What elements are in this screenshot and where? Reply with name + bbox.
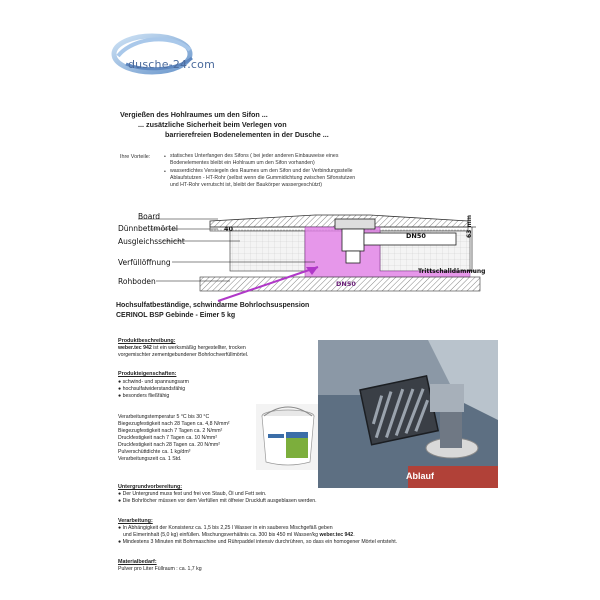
beschreibung-heading: Produktbeschreibung: <box>118 338 176 344</box>
label-dn50-bottom: DN50 <box>336 280 356 288</box>
label-40: 40 <box>224 225 234 233</box>
untergrund-text: Die Bohrlöcher müssen vor dem Verfüllen mit ölfreier Druckluft ausgeblasen werden. <box>122 498 317 504</box>
label-rohboden: Rohboden <box>118 277 156 286</box>
verarbeitung-text: und Eimerinhalt (5,0 kg) einfüllen. Mischungsverhältnis ca. 300 bis 450 ml Wasser/kg <box>123 532 320 538</box>
logo-swirl-icon <box>104 30 234 80</box>
vorteil-1-line-2: Bodenelementes bleibt ein Hohlraum um den Sifon vorhanden) <box>170 160 315 166</box>
tech-line-5: Druckfestigkeit nach 28 Tagen ca. 20 N/mm² <box>118 442 220 448</box>
label-duennbettmoertel: Dünnbettmörtel <box>118 224 178 233</box>
brand-text: weber.tec 942 <box>118 345 152 351</box>
tech-line-2: Biegezugfestigkeit nach 28 Tagen ca. 4,8 N/mm² <box>118 421 230 427</box>
drain-photo <box>318 340 498 488</box>
untergrund-item: ● Der Untergrund muss fest und frei von Staub, Öl und Fett sein. <box>118 491 267 497</box>
title-line-1: Vergießen des Hohlraumes um den Sifon ... <box>120 110 268 119</box>
title-line-3: barrierefreien Bodenelementen in der Dusche ... <box>165 130 329 139</box>
product-headline-1: Hochsulfatbeständige, schwindarme Bohrlochsuspension <box>116 302 310 309</box>
tech-line-4: Druckfestigkeit nach 7 Tagen ca. 10 N/mm² <box>118 435 218 441</box>
vorteil-2-line-1: wasserdichtes Versiegeln des Raumes um den Sifon und der Verbindungsstelle <box>170 168 353 174</box>
label-63mm: 63 mm <box>466 215 473 238</box>
vorteile-label: Ihre Vorteile: <box>120 154 151 160</box>
photo-caption: Ablauf <box>406 471 434 481</box>
brand-text: weber.tec 942 <box>319 532 354 538</box>
eigenschaft-item: ● hochsulfatwiderstandsfähig <box>118 386 186 392</box>
eigenschaften-heading: Produkteigenschaften: <box>118 371 177 377</box>
untergrund-heading: Untergrundvorbereitung: <box>118 484 183 490</box>
vorteil-2-line-2: Ablaufstutzen - HT-Rohr (selbst wenn die Gummidichtung zwischen Sifonstutzen <box>170 175 356 181</box>
label-ausgleichsschicht: Ausgleichsschicht <box>118 237 185 246</box>
tech-line-3: Biegezugfestigkeit nach 7 Tagen ca. 2 N/mm² <box>118 428 223 434</box>
verarbeitung-item-1-line-2 <box>123 532 355 539</box>
label-trittschall: Trittschalldämmung <box>418 268 486 275</box>
untergrund-item: ● Die Bohrlöcher müssen vor dem Verfüllen mit ölfreier Druckluft ausgeblasen werden. <box>118 498 317 504</box>
material-line: Pulver pro Liter Füllraum : ca. 1,7 kg <box>118 566 202 572</box>
tech-line-7: Verarbeitungszeit ca. 1 Std. <box>118 456 182 462</box>
bullet-icon: • <box>164 169 166 175</box>
untergrund-text: Der Untergrund muss fest und frei von Staub, Öl und Fett sein. <box>122 491 267 497</box>
logo-text[interactable]: dusche-24.com <box>128 58 216 71</box>
verarbeitung-heading: Verarbeitung: <box>118 518 153 524</box>
vorteil-1-line-1: statisches Unterfangen des Sifons ( bei jeder anderen Einbauweise eines <box>170 153 339 159</box>
title-line-2: ... zusätzliche Sicherheit beim Verlegen von <box>138 120 287 129</box>
verarbeitung-text: In Abhängigkeit der Konsistenz ca. 1,5 bis 2,25 l Wasser in ein sauberes Mischgefäß geben <box>122 525 333 531</box>
verarbeitung-item-1-line-1: ● In Abhängigkeit der Konsistenz ca. 1,5 bis 2,25 l Wasser in ein sauberes Mischgefäß geben <box>118 525 333 531</box>
label-board: Board <box>138 212 161 221</box>
tech-line-6: Pulverschüttdichte ca. 1 kg/dm³ <box>118 449 191 455</box>
eigenschaft-item: ● besonders fließfähig <box>118 393 170 399</box>
eigenschaft-text: besonders fließfähig <box>122 393 170 399</box>
verarbeitung-text: . <box>353 532 355 538</box>
beschreibung-line-2: vorgemischter zementgebundener Bohrlochverfüllmörtel. <box>118 352 249 358</box>
eigenschaft-text: schwind- und spannungsarm <box>122 379 189 385</box>
eigenschaft-item: ● schwind- und spannungsarm <box>118 379 189 385</box>
material-heading: Materialbedarf: <box>118 559 157 565</box>
beschreibung-rest: ist ein werksmäßig hergestellter, trocken <box>151 345 246 351</box>
eigenschaft-text: hochsulfatwiderstandsfähig <box>122 386 186 392</box>
label-dn50-top: DN50 <box>406 232 426 240</box>
product-headline-2: CERINOL BSP Gebinde - Eimer 5 kg <box>116 312 236 319</box>
beschreibung-line-1 <box>118 345 246 352</box>
vorteil-2-line-3: und HT-Rohr verrutscht ist, bleibt der Baukörper wassergeschützt) <box>170 182 322 188</box>
verarbeitung-item-2: ● Mindestens 3 Minuten mit Bohrmaschine und Rührpaddel intensiv durchrühren, so dass ein homogener Mörtel entsteht. <box>118 539 398 545</box>
bucket-image <box>256 404 320 470</box>
bullet-icon: • <box>164 154 166 160</box>
label-verfuelloeffnung: Verfüllöffnung <box>118 258 171 267</box>
tech-line-1: Verarbeitungstemperatur 5 °C bis 30 °C <box>118 414 210 420</box>
verarbeitung-text: Mindestens 3 Minuten mit Bohrmaschine und Rührpaddel intensiv durchrühren, so dass ein homogener Mörtel entsteht. <box>122 539 398 545</box>
